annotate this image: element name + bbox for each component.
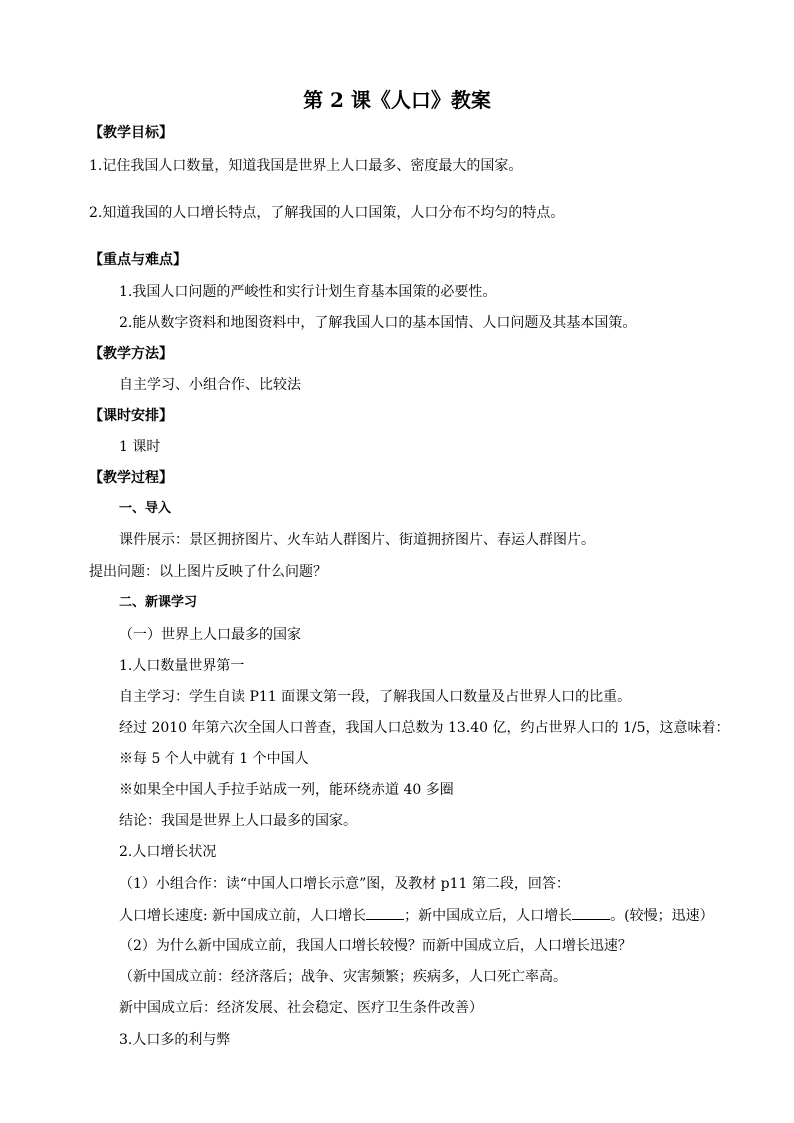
fill-blank-before[interactable] [366, 906, 404, 920]
growth-text-part-3: 。(较慢；迅速） [610, 908, 714, 924]
point-2-answer-2: 新中国成立后：经济发展、社会稳定、医疗卫生条件改善） [119, 1000, 483, 1016]
point-1-heading: 1.人口数量世界第一 [119, 658, 245, 674]
intro-line-2: 提出问题：以上图片反映了什么问题？ [89, 564, 327, 580]
objective-item-1: 1.记住我国人口数量，知道我国是世界上人口最多、密度最大的国家。 [89, 158, 523, 174]
fill-blank-after[interactable] [572, 906, 610, 920]
process-heading: 【教学过程】 [89, 470, 173, 486]
key-point-item-1: 1.我国人口问题的严峻性和实行计划生育基本国策的必要性。 [119, 284, 497, 300]
objective-item-2: 2.知道我国的人口增长特点，了解我国的人口国策，人口分布不均匀的特点。 [89, 205, 565, 221]
key-point-item-2: 2.能从数字资料和地图资料中，了解我国人口的基本国情、人口问题及其基本国策。 [119, 315, 637, 331]
point-2-heading: 2.人口增长状况 [119, 844, 217, 860]
page-title: 第 2 课《人口》教案 [303, 88, 491, 112]
point-2-question-2: （2）为什么新中国成立前，我国人口增长较慢？而新中国成立后，人口增长迅速？ [119, 938, 632, 954]
key-points-heading: 【重点与难点】 [89, 252, 187, 268]
methods-heading: 【教学方法】 [89, 346, 173, 362]
point-1-conclusion: 结论：我国是世界上人口最多的国家。 [119, 813, 357, 829]
schedule-text: 1 课时 [119, 439, 161, 455]
point-2-question-1: （1）小组合作：读“中国人口增长示意”图，及教材 p11 第二段，回答： [119, 876, 570, 892]
intro-heading: 一、导入 [119, 501, 172, 516]
growth-text-part-1: 人口增长速度: 新中国成立前，人口增长 [119, 908, 367, 924]
point-1-line-1: 自主学习：学生自读 P11 面课文第一段，了解我国人口数量及占世界人口的比重。 [119, 689, 632, 705]
methods-text: 自主学习、小组合作、比较法 [119, 377, 301, 393]
schedule-heading: 【课时安排】 [89, 408, 173, 424]
point-2-answer-1: （新中国成立前：经济落后；战争、灾害频繁；疾病多，人口死亡率高。 [119, 969, 567, 985]
growth-text-part-2: ；新中国成立后，人口增长 [404, 908, 573, 924]
point-1-line-2: 经过 2010 年第六次全国人口普查，我国人口总数为 13.40 亿，约占世界人口的 1/5，这意味着： [119, 720, 730, 736]
point-1-line-4: ※如果全中国人手拉手站成一列，能环绕赤道 40 多圈 [119, 782, 454, 798]
subsection-1-heading: （一）世界上人口最多的国家 [119, 627, 301, 643]
new-lesson-heading: 二、新课学习 [119, 595, 198, 610]
point-1-line-3: ※每 5 个人中就有 1 个中国人 [119, 751, 309, 767]
objectives-heading: 【教学目标】 [89, 125, 173, 141]
point-2-growth-line [119, 906, 714, 925]
point-3-heading: 3.人口多的利与弊 [119, 1032, 231, 1048]
intro-line-1: 课件展示：景区拥挤图片、火车站人群图片、街道拥挤图片、春运人群图片。 [119, 532, 595, 548]
